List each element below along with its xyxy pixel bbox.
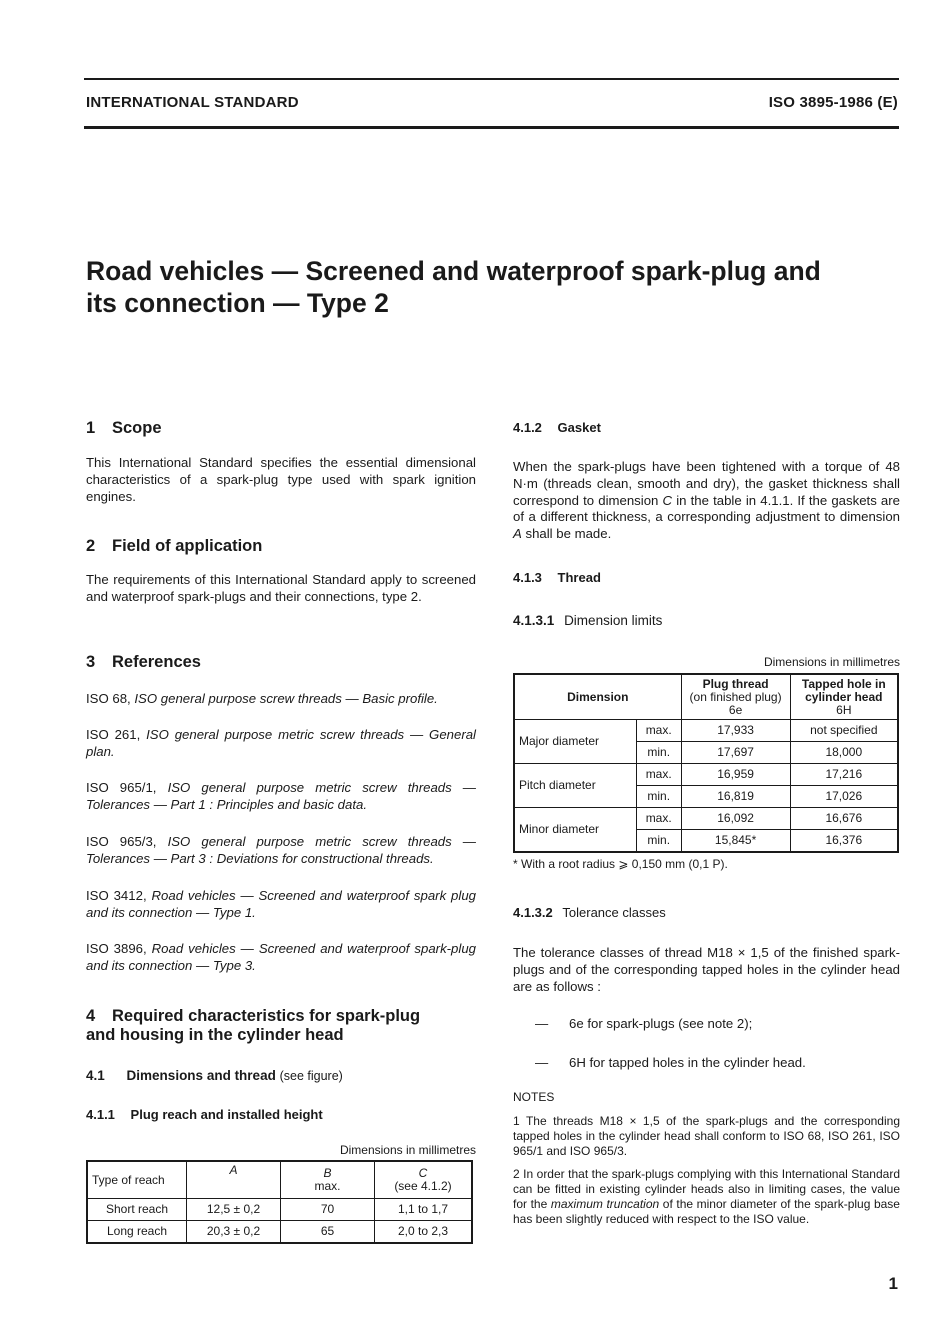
gasket-dim-a: A bbox=[513, 526, 522, 542]
cell-c: 2,0 to 2,3 bbox=[375, 1221, 473, 1244]
section4132-title: Tolerance classes bbox=[562, 905, 666, 920]
cell-limit-label: min. bbox=[636, 742, 681, 764]
section411-title: Plug reach and installed height bbox=[130, 1107, 323, 1122]
col-c-sub: (see 4.1.2) bbox=[394, 1179, 452, 1193]
table-footnote: * With a root radius ⩾ 0,150 mm (0,1 P). bbox=[513, 857, 728, 871]
section41-suffix: (see figure) bbox=[279, 1069, 343, 1083]
limits-table-units-note: Dimensions in millimetres bbox=[763, 655, 900, 669]
cell-plug: 16,959 bbox=[681, 764, 790, 786]
section41-num: 4.1 bbox=[86, 1068, 105, 1083]
references-heading bbox=[86, 653, 476, 672]
scope-num: 1 bbox=[86, 419, 96, 437]
col-dimension: Dimension bbox=[514, 674, 681, 720]
reference-item bbox=[86, 888, 476, 922]
tolerance-text: The tolerance classes of thread M18 × 1,5 of the finished spark-plugs and of the corresponding tapped holes in the cylinder head are as follows : bbox=[513, 945, 900, 994]
cell-a: 20,3 ± 0,2 bbox=[187, 1221, 281, 1244]
cell-tap: 17,026 bbox=[790, 786, 898, 808]
section4131-num: 4.1.3.1 bbox=[513, 613, 555, 628]
field-heading bbox=[86, 537, 476, 556]
cell-type: Long reach bbox=[87, 1221, 187, 1244]
reference-code: ISO 68, bbox=[86, 691, 131, 706]
cell-limit-label: max. bbox=[636, 808, 681, 830]
cell-c: 1,1 to 1,7 bbox=[375, 1199, 473, 1221]
limits-table bbox=[513, 673, 899, 853]
section4132-heading bbox=[513, 905, 900, 920]
cell-tap: 16,676 bbox=[790, 808, 898, 830]
note-2 bbox=[513, 1167, 900, 1227]
plug-thread-l3: 6e bbox=[728, 702, 743, 717]
gasket-heading bbox=[513, 420, 900, 435]
table-header-row bbox=[87, 1161, 472, 1199]
reference-title: ISO general purpose metric screw threads — Tolerances — Part 3 : Deviations for constructional threads. bbox=[86, 834, 476, 866]
section4-heading bbox=[86, 1007, 476, 1045]
cell-limit-label: max. bbox=[636, 720, 681, 742]
list-dash: — bbox=[535, 1016, 549, 1031]
reference-code: ISO 3896, bbox=[86, 941, 147, 956]
field-text: The requirements of this International Standard apply to screened and waterproof spark-plugs and their connections, type 2. bbox=[86, 572, 476, 604]
thread-num: 4.1.3 bbox=[513, 570, 542, 585]
table-header-row bbox=[514, 674, 898, 720]
section4-title-line2: and housing in the cylinder head bbox=[86, 1026, 344, 1044]
section4-num: 4 bbox=[86, 1007, 96, 1025]
col-b bbox=[281, 1161, 375, 1199]
gasket-text-part3: shall be made. bbox=[525, 526, 612, 542]
field-num: 2 bbox=[86, 537, 96, 555]
reference-item bbox=[86, 727, 476, 761]
scope-title: Scope bbox=[112, 419, 162, 437]
col-a-label: A bbox=[229, 1163, 238, 1177]
reference-code: ISO 965/3, bbox=[86, 834, 157, 849]
plug-thread-l2: (on finished plug) bbox=[689, 689, 782, 704]
table-row bbox=[514, 720, 898, 742]
reference-title: ISO general purpose screw threads — Basic profile. bbox=[134, 691, 438, 706]
col-c-label: C bbox=[418, 1166, 428, 1180]
reference-code: ISO 261, bbox=[86, 727, 141, 742]
reference-item bbox=[86, 780, 476, 814]
reference-title: Road vehicles — Screened and waterproof spark plug and its connection — Type 1. bbox=[86, 888, 476, 920]
cell-dimension-name: Major diameter bbox=[514, 720, 636, 764]
cell-dimension-name: Pitch diameter bbox=[514, 764, 636, 808]
references-num: 3 bbox=[86, 653, 96, 671]
cell-dimension-name: Minor diameter bbox=[514, 808, 636, 853]
tapped-hole-l1: Tapped hole in bbox=[801, 676, 886, 691]
reference-title: ISO general purpose metric screw threads — Tolerances — Part 1 : Principles and basic data. bbox=[86, 780, 476, 812]
col-b-label: B bbox=[323, 1166, 332, 1180]
cell-plug: 17,697 bbox=[681, 742, 790, 764]
gasket-dim-c: C bbox=[662, 492, 673, 508]
col-b-sub: max. bbox=[314, 1179, 341, 1193]
cell-limit-label: min. bbox=[636, 786, 681, 808]
table-row bbox=[87, 1221, 472, 1244]
header-top-rule bbox=[84, 78, 899, 80]
tapped-hole-l3: 6H bbox=[836, 702, 852, 717]
cell-tap: 16,376 bbox=[790, 830, 898, 853]
reference-item bbox=[86, 834, 476, 868]
note-2-italic: maximum truncation bbox=[550, 1197, 660, 1211]
reference-title: Road vehicles — Screened and waterproof spark-plug and its connection — Type 3. bbox=[86, 941, 476, 973]
cell-b: 65 bbox=[281, 1221, 375, 1244]
gasket-text bbox=[513, 459, 900, 543]
cell-type: Short reach bbox=[87, 1199, 187, 1221]
field-title: Field of application bbox=[112, 537, 263, 555]
document-title bbox=[86, 255, 916, 319]
note-1: 1 The threads M18 × 1,5 of the spark-plugs and the corresponding tapped holes in the cylinder head shall conform to ISO 68, ISO 261, ISO 965/1 and ISO 965/3. bbox=[513, 1114, 900, 1158]
header-right: ISO 3895-1986 (E) bbox=[768, 94, 898, 111]
col-c bbox=[375, 1161, 473, 1199]
cell-plug: 16,819 bbox=[681, 786, 790, 808]
cell-plug: 16,092 bbox=[681, 808, 790, 830]
section4132-num: 4.1.3.2 bbox=[513, 905, 553, 920]
section41-title: Dimensions and thread bbox=[126, 1068, 276, 1083]
col-a bbox=[187, 1161, 281, 1199]
reach-table-units-note: Dimensions in millimetres bbox=[339, 1143, 476, 1157]
cell-limit-label: min. bbox=[636, 830, 681, 853]
col-tapped-hole bbox=[790, 674, 898, 720]
table-row bbox=[87, 1199, 472, 1221]
cell-b: 70 bbox=[281, 1199, 375, 1221]
cell-limit-label: max. bbox=[636, 764, 681, 786]
gasket-text-part1: When the spark-plugs have been tightened with a torque of 48 N·m (threads clean, smooth and dry), the gasket thickness shall correspond to dimension bbox=[513, 459, 900, 508]
references-title: References bbox=[112, 653, 201, 671]
plug-thread-l1: Plug thread bbox=[702, 676, 769, 691]
list-item bbox=[535, 1016, 895, 1033]
scope-text: This International Standard specifies the essential dimensional characteristics of a spark-plug type used with spark ignition engines. bbox=[86, 455, 476, 504]
section4131-title: Dimension limits bbox=[564, 613, 663, 628]
section411-num: 4.1.1 bbox=[86, 1107, 115, 1122]
table-row bbox=[514, 764, 898, 786]
list-item-text: 6e for spark-plugs (see note 2); bbox=[569, 1016, 753, 1031]
header-bottom-rule bbox=[84, 126, 899, 129]
reference-item bbox=[86, 941, 476, 975]
section4-title-line1: Required characteristics for spark-plug bbox=[112, 1007, 421, 1025]
gasket-num: 4.1.2 bbox=[513, 420, 542, 435]
title-line-2: its connection — Type 2 bbox=[86, 288, 389, 318]
list-item-text: 6H for tapped holes in the cylinder head. bbox=[569, 1055, 806, 1070]
note-2-part2: of the minor diameter of the spark-plug base has been slightly reduced with respect to the ISO value. bbox=[513, 1197, 900, 1226]
list-dash: — bbox=[535, 1055, 549, 1070]
title-line-1: Road vehicles — Screened and waterproof spark-plug and bbox=[86, 256, 821, 286]
reach-table bbox=[86, 1160, 473, 1244]
notes-heading: NOTES bbox=[513, 1090, 555, 1104]
col-type-of-reach: Type of reach bbox=[87, 1161, 187, 1199]
thread-title: Thread bbox=[557, 570, 601, 585]
col-plug-thread bbox=[681, 674, 790, 720]
scope-heading bbox=[86, 419, 476, 438]
tapped-hole-l2: cylinder head bbox=[805, 689, 883, 704]
table-row bbox=[514, 808, 898, 830]
section4131-heading bbox=[513, 613, 900, 628]
list-item bbox=[535, 1055, 895, 1072]
page-number: 1 bbox=[888, 1274, 898, 1293]
reference-code: ISO 3412, bbox=[86, 888, 147, 903]
section41-heading bbox=[86, 1068, 476, 1083]
cell-a: 12,5 ± 0,2 bbox=[187, 1199, 281, 1221]
reference-item bbox=[86, 691, 476, 708]
thread-heading bbox=[513, 570, 900, 585]
note-2-part1: 2 In order that the spark-plugs complying with this International Standard can be fitted in existing cylinder heads also in limiting cases, the value for the bbox=[513, 1167, 900, 1211]
reference-title: ISO general purpose metric screw threads — General plan. bbox=[86, 727, 476, 759]
cell-plug: 15,845* bbox=[681, 830, 790, 853]
cell-tap: 18,000 bbox=[790, 742, 898, 764]
reference-code: ISO 965/1, bbox=[86, 780, 157, 795]
section411-heading bbox=[86, 1107, 476, 1122]
cell-plug: 17,933 bbox=[681, 720, 790, 742]
header-left: INTERNATIONAL STANDARD bbox=[86, 94, 299, 111]
cell-tap: not specified bbox=[790, 720, 898, 742]
gasket-title: Gasket bbox=[557, 420, 601, 435]
gasket-text-part2: in the table in 4.1.1. If the gaskets are of a different thickness, a corresponding adjustment to dimension bbox=[513, 492, 900, 525]
cell-tap: 17,216 bbox=[790, 764, 898, 786]
